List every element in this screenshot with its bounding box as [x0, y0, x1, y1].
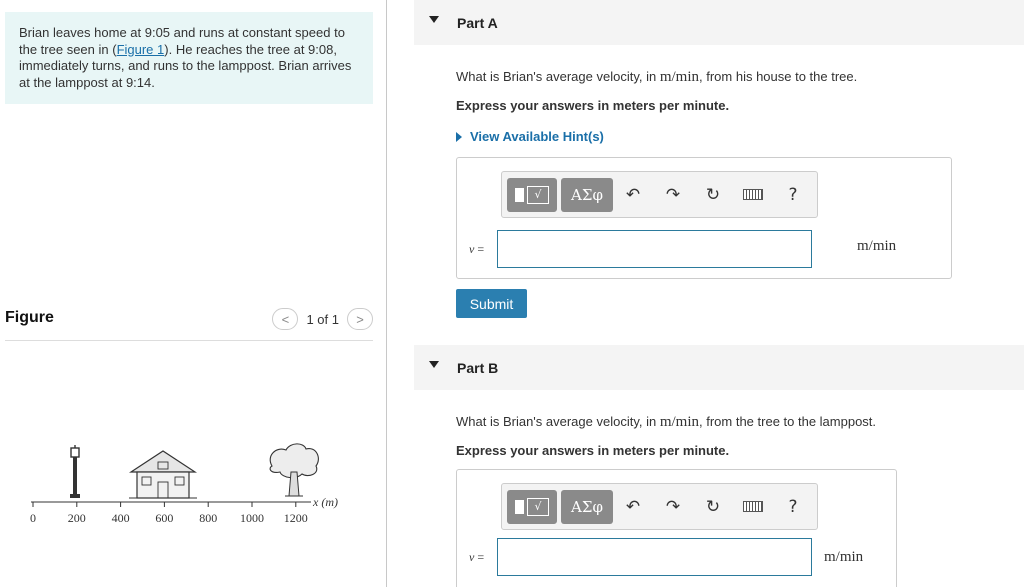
figure-header [5, 306, 373, 341]
redo-icon[interactable]: ↷ [665, 496, 681, 517]
hint-label: View Available Hint(s) [470, 129, 604, 144]
part-b-question [456, 414, 876, 431]
question-prefix: What is Brian's average velocity, in [456, 69, 660, 84]
figure-link[interactable]: Figure 1 [116, 41, 165, 57]
pager-count: 1 of 1 [306, 311, 339, 327]
velocity-label: v = [469, 549, 485, 564]
greek-button[interactable]: ΑΣφ [561, 490, 613, 524]
part-b-input-row [469, 538, 812, 576]
part-a-answer-box [456, 157, 952, 279]
undo-icon[interactable]: ↶ [625, 496, 641, 517]
tree-icon [270, 444, 318, 496]
lamppost-icon [70, 445, 80, 498]
keyboard-icon[interactable] [743, 501, 763, 512]
figure-diagram [0, 440, 386, 540]
question-prefix: What is Brian's average velocity, in [456, 414, 660, 429]
axis-label: x (m) [313, 495, 338, 509]
axis-tick-label: 400 [111, 511, 130, 525]
templates-button[interactable] [507, 490, 557, 524]
problem-text-before: Brian leaves home at 9:05 and runs at constant speed to the tree seen in ( [19, 25, 345, 57]
chevron-left-icon[interactable]: < [272, 308, 298, 330]
hint-toggle[interactable] [456, 129, 604, 144]
template-square-icon [515, 188, 524, 202]
reset-icon[interactable]: ↻ [705, 496, 721, 517]
column-divider [386, 0, 387, 587]
question-unit: m/min [659, 69, 699, 85]
part-b-header[interactable] [414, 345, 1024, 390]
figure-title: Figure [5, 309, 54, 326]
question-suffix: , from the tree to the lamppost. [699, 414, 877, 429]
question-suffix: , from his house to the tree. [699, 69, 858, 84]
reset-icon[interactable]: ↻ [705, 184, 721, 205]
part-a-question [456, 69, 857, 86]
problem-text-after: ). He reaches the tree at 9:08, immediately turns, and runs to the lamppost. Brian arrives at the lamppost at 9:14. [19, 41, 352, 90]
chevron-right-icon[interactable]: > [347, 308, 373, 330]
part-b-unit: m/min [824, 549, 864, 565]
hint-triangle-icon [456, 132, 462, 142]
math-toolbar [501, 483, 818, 530]
figure-pager [272, 308, 373, 330]
math-toolbar [501, 171, 818, 218]
axis-tick-label: 600 [155, 511, 174, 525]
submit-button[interactable]: Submit [456, 289, 527, 318]
help-button[interactable]: ? [788, 496, 798, 517]
template-square-icon [515, 500, 524, 514]
axis-tick-label: 1000 [240, 511, 264, 525]
question-unit: m/min [659, 414, 699, 430]
part-b-instruction: Express your answers in meters per minute. [456, 443, 730, 458]
collapse-triangle-icon[interactable] [429, 361, 439, 368]
part-a-title: Part A [457, 15, 498, 31]
keyboard-icon[interactable] [743, 189, 763, 200]
radical-icon: √ [527, 186, 549, 204]
axis-ticks [30, 502, 308, 525]
axis-tick-label: 0 [30, 511, 36, 525]
part-a-instruction: Express your answers in meters per minute. [456, 98, 730, 113]
problem-statement [5, 12, 373, 104]
velocity-label: v = [469, 241, 485, 256]
part-b-answer-box [456, 469, 897, 587]
greek-button[interactable]: ΑΣφ [561, 178, 613, 212]
collapse-triangle-icon[interactable] [429, 16, 439, 23]
axis-tick-label: 200 [67, 511, 86, 525]
help-button[interactable]: ? [788, 184, 798, 205]
axis-tick-label: 1200 [283, 511, 308, 525]
part-a-answer-input[interactable] [497, 230, 812, 268]
part-a-header[interactable] [414, 0, 1024, 45]
radical-icon: √ [527, 498, 549, 516]
part-b-title: Part B [457, 360, 499, 376]
templates-button[interactable] [507, 178, 557, 212]
part-a-unit: m/min [857, 238, 897, 254]
undo-icon[interactable]: ↶ [625, 184, 641, 205]
part-b-answer-input[interactable] [497, 538, 812, 576]
redo-icon[interactable]: ↷ [665, 184, 681, 205]
house-icon [129, 451, 197, 498]
axis-tick-label: 800 [199, 511, 218, 525]
left-panel [0, 0, 386, 587]
part-a-input-row [469, 230, 812, 268]
